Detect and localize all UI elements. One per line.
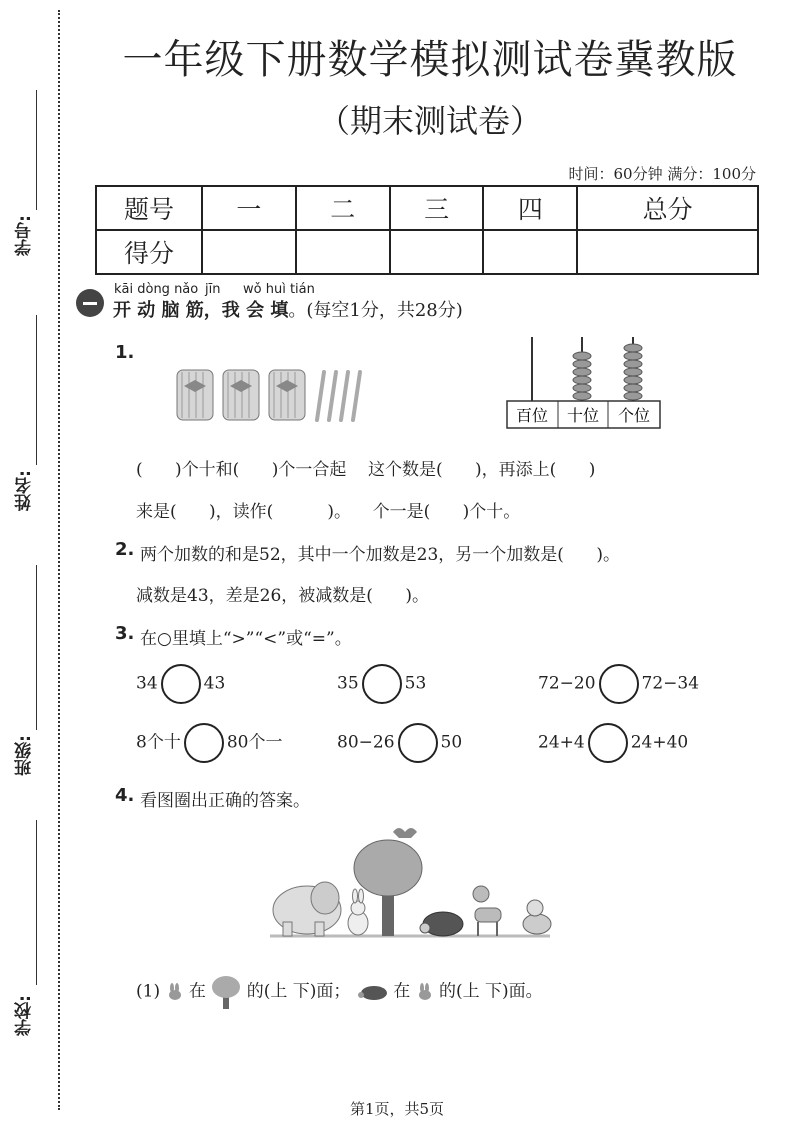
single-sticks xyxy=(317,372,360,420)
compare-right: 43 xyxy=(203,673,226,694)
page-footer: 第1页，共5页 xyxy=(349,1100,445,1118)
name-label: 姓名: xyxy=(15,470,35,511)
stick-bundle xyxy=(223,370,259,420)
hedgehog-icon xyxy=(420,912,463,936)
q1-number: 1. xyxy=(115,342,135,363)
class-label: 班级: xyxy=(15,735,35,776)
pinyin-2: jīn xyxy=(205,282,221,297)
student-id-label: 学号: xyxy=(15,215,35,256)
dog-icon xyxy=(523,900,551,934)
stick-bundle xyxy=(177,370,213,420)
section-one-note: 。(每空1分，共28分) xyxy=(288,300,463,321)
abacus-label-ones: 个位 xyxy=(617,406,651,425)
compare-right: 50 xyxy=(440,732,463,753)
score-table xyxy=(95,185,759,275)
sub1-text-c: 在 xyxy=(393,981,411,1002)
q4-number: 4. xyxy=(115,785,135,806)
compare-item xyxy=(136,723,282,763)
sub1-text-d: 的(上 下)面。 xyxy=(439,981,543,1002)
pinyin-1: kāi dòng nǎo xyxy=(114,282,199,297)
score-input-cell[interactable] xyxy=(296,230,390,274)
q1-line2: 来是( )，读作( )。 个一是( )个十。 xyxy=(136,502,521,522)
compare-left: 8个十 xyxy=(136,732,181,753)
q3-number: 3. xyxy=(115,623,135,644)
score-head-cell: 四 xyxy=(483,186,577,230)
compare-item xyxy=(538,723,688,763)
q4-text: 看图圈出正确的答案。 xyxy=(140,791,310,811)
score-header-row xyxy=(96,186,758,230)
compare-circle[interactable] xyxy=(184,723,224,763)
compare-circle[interactable] xyxy=(588,723,628,763)
bird-icon xyxy=(393,828,417,838)
sub1-text-b: 的(上 下)面； xyxy=(246,981,351,1002)
score-input-cell[interactable] xyxy=(390,230,484,274)
q2-number: 2. xyxy=(115,539,135,560)
compare-item xyxy=(538,664,699,704)
compare-left: 34 xyxy=(136,673,158,694)
sub1-text-a: 在 xyxy=(188,981,206,1002)
score-input-cell[interactable] xyxy=(577,230,758,274)
rabbit-icon xyxy=(410,982,439,1002)
section-one-title: 开 动 脑 筋，我 会 填 xyxy=(113,300,289,321)
sticks-picture xyxy=(172,358,382,430)
time-info: 时间：60分钟 满分：100分 xyxy=(568,165,756,183)
compare-left: 72−20 xyxy=(538,673,596,694)
compare-item xyxy=(136,664,225,704)
tree-icon xyxy=(206,982,247,1002)
q2-line2: 减数是43，差是26，被减数是( )。 xyxy=(136,586,429,606)
q4-sub1 xyxy=(136,975,543,1009)
section-one-badge xyxy=(76,289,104,317)
compare-right: 80个一 xyxy=(226,732,283,753)
class-line xyxy=(36,565,37,730)
hedgehog-icon xyxy=(350,982,393,1002)
compare-left: 24+4 xyxy=(538,732,585,753)
score-head-cell: 二 xyxy=(296,186,390,230)
compare-left: 35 xyxy=(337,673,359,694)
deer-icon xyxy=(473,886,501,936)
abacus-label-tens: 十位 xyxy=(566,406,600,425)
compare-circle[interactable] xyxy=(362,664,402,704)
pinyin-3: wǒ huì tián xyxy=(243,282,315,297)
section-one-heading xyxy=(113,296,463,322)
animals-picture xyxy=(265,818,555,943)
q2-line1: 两个加数的和是52，其中一个加数是23，另一个加数是( )。 xyxy=(140,545,620,565)
compare-circle[interactable] xyxy=(161,664,201,704)
compare-circle[interactable] xyxy=(398,723,438,763)
score-head-cell: 三 xyxy=(390,186,484,230)
abacus-label-hundreds: 百位 xyxy=(515,406,549,425)
binding-dotted-line xyxy=(58,10,60,1110)
school-label: 学校: xyxy=(15,995,35,1036)
score-input-cell[interactable] xyxy=(483,230,577,274)
score-input-cell[interactable] xyxy=(202,230,296,274)
page-subtitle: （期末测试卷） xyxy=(317,102,542,140)
school-line xyxy=(36,820,37,985)
compare-right: 72−34 xyxy=(641,673,700,694)
score-head-cell: 总分 xyxy=(577,186,758,230)
page-title: 一年级下册数学模拟测试卷冀教版 xyxy=(122,37,738,83)
compare-item xyxy=(337,664,426,704)
score-label-cell: 得分 xyxy=(96,230,202,274)
compare-circle[interactable] xyxy=(599,664,639,704)
rabbit-icon xyxy=(166,982,189,1002)
elephant-icon xyxy=(273,882,341,936)
sub1-prefix: (1) xyxy=(136,981,161,1002)
score-head-cell: 一 xyxy=(202,186,296,230)
score-value-row xyxy=(96,230,758,274)
id-line xyxy=(36,90,37,210)
name-line xyxy=(36,315,37,465)
abacus-picture xyxy=(505,335,665,431)
q3-text: 在○里填上“>”“<”或“=”。 xyxy=(140,629,352,649)
compare-item xyxy=(337,723,462,763)
score-head-cell: 题号 xyxy=(96,186,202,230)
compare-left: 80−26 xyxy=(337,732,395,753)
compare-right: 53 xyxy=(404,673,427,694)
compare-right: 24+40 xyxy=(630,732,689,753)
stick-bundle xyxy=(269,370,305,420)
q1-line1: ( )个十和( )个一合起 这个数是( )，再添上( ) xyxy=(136,460,596,480)
rabbit-icon xyxy=(348,889,368,935)
